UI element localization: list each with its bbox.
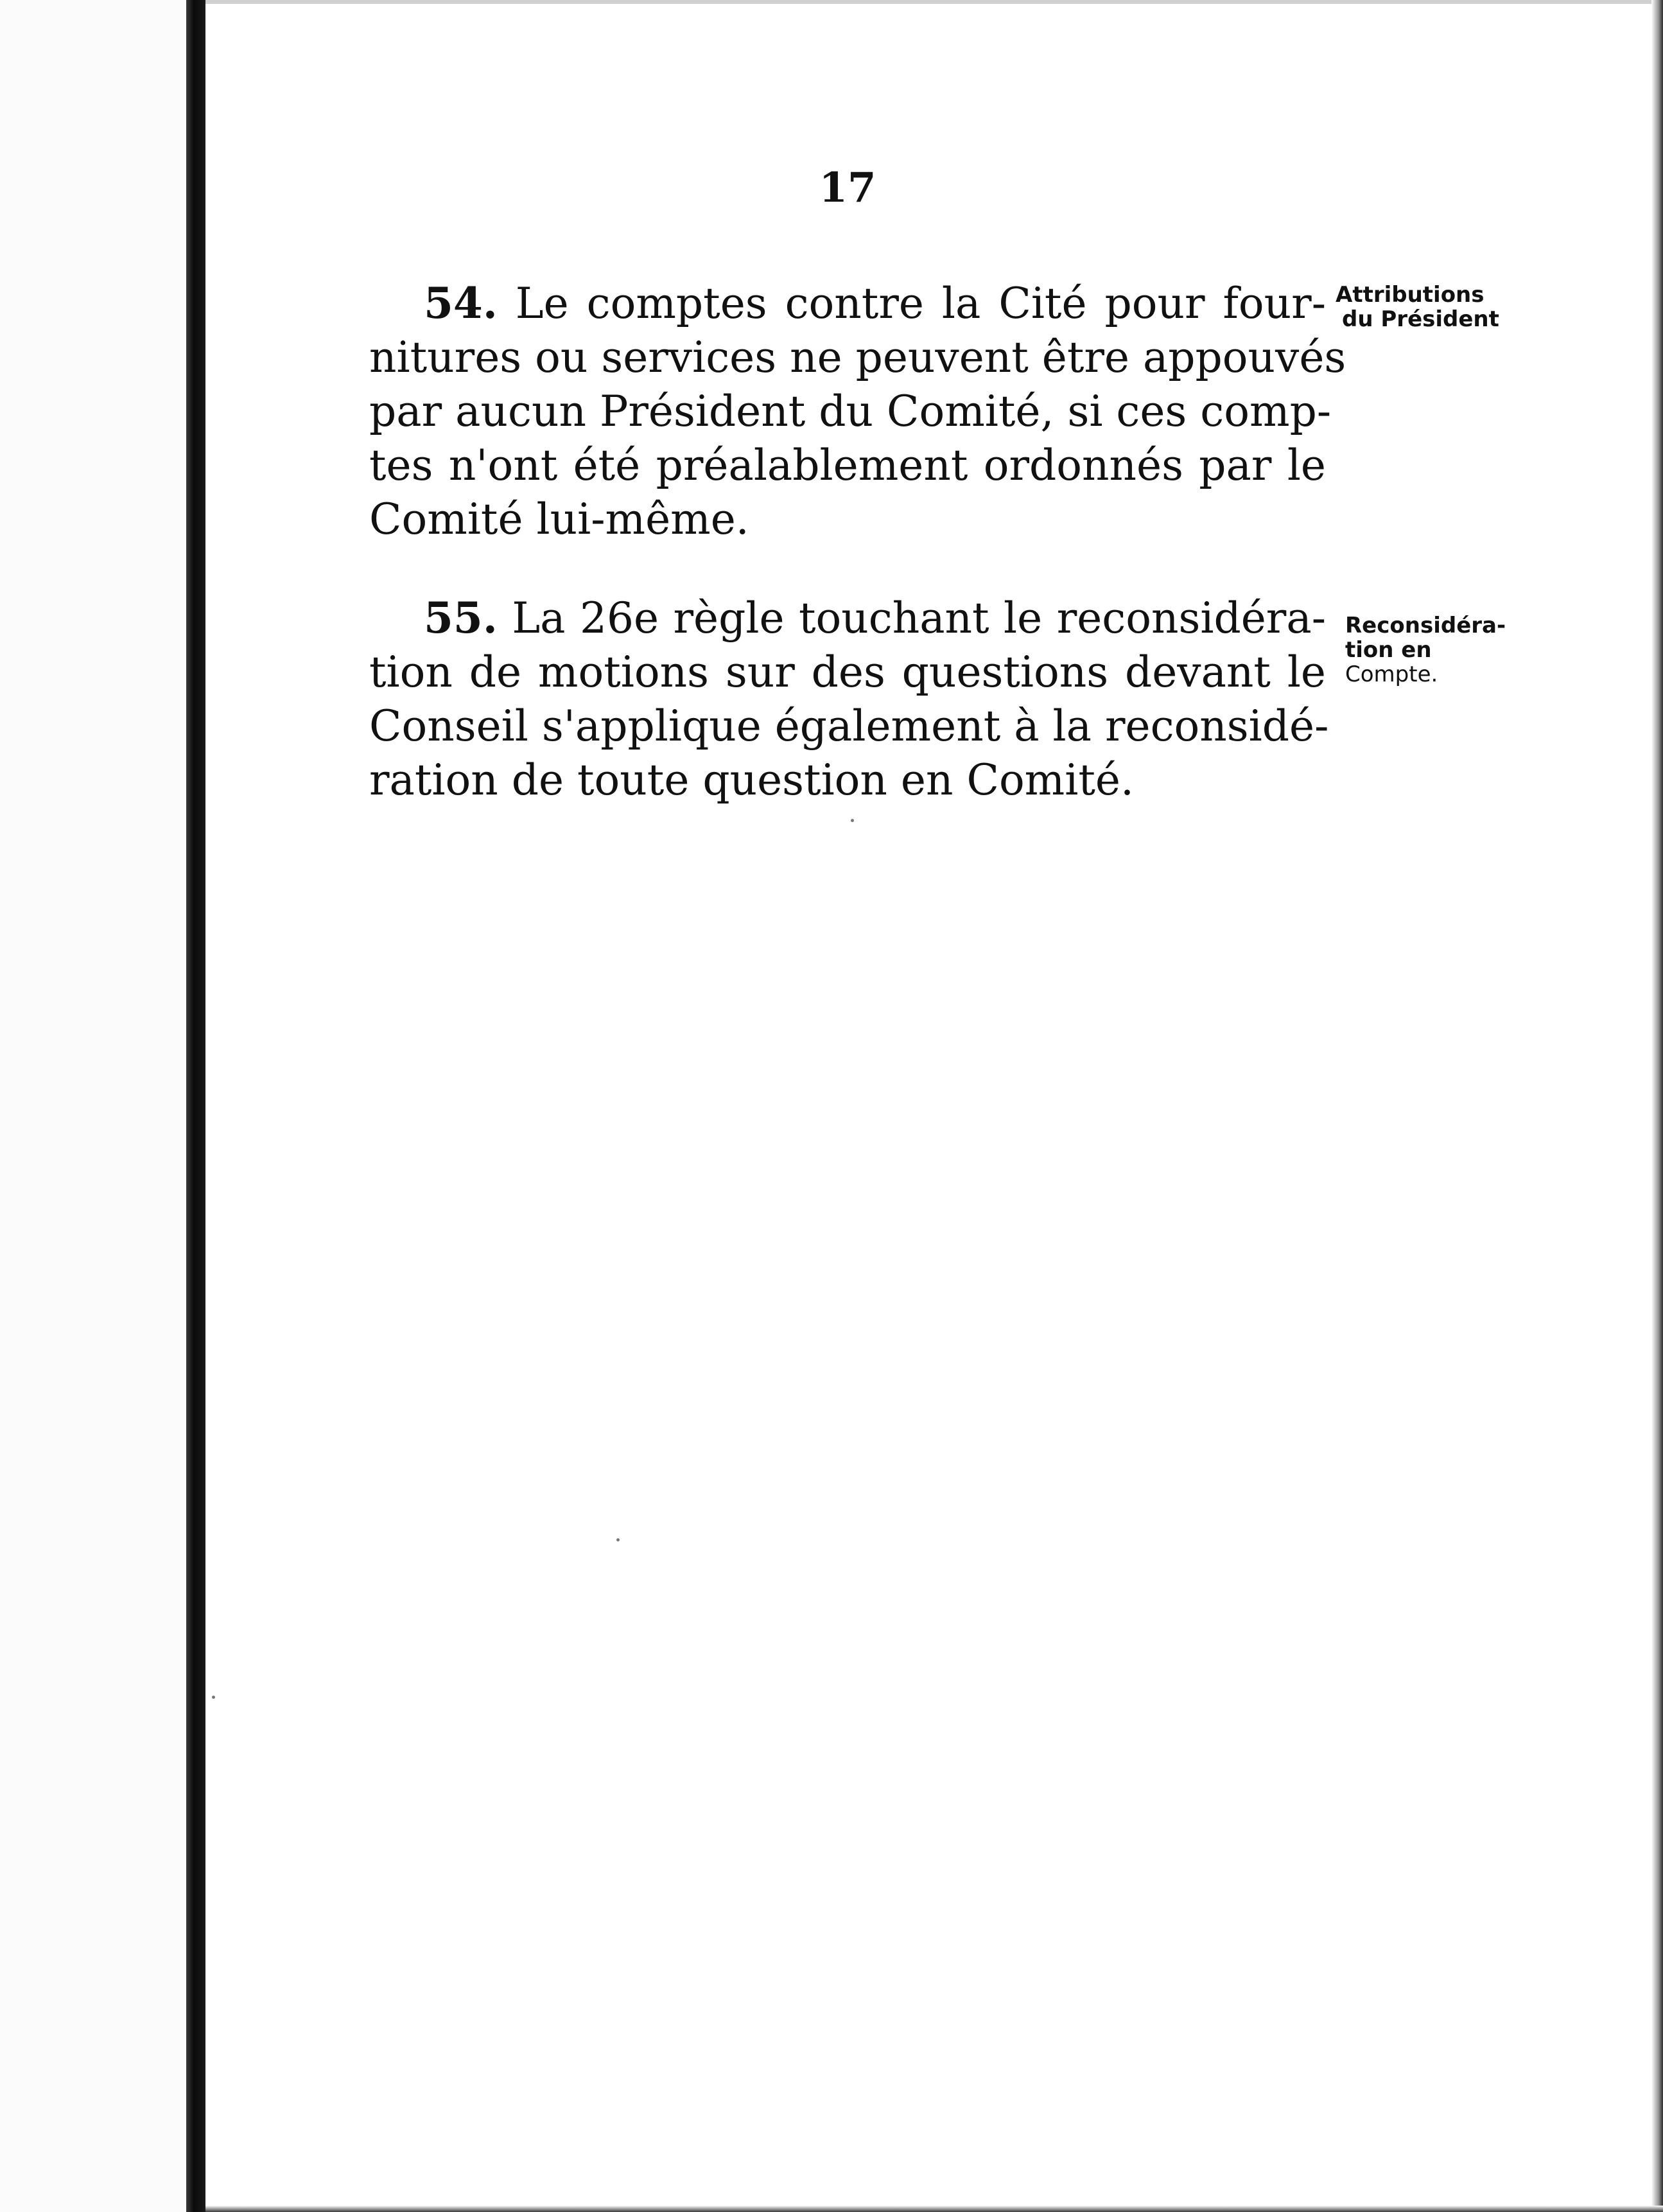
margin-note-reconsideration: [1345, 613, 1557, 687]
margin-note-line: du Président: [1342, 306, 1499, 332]
margin-note-line: Attributions: [1336, 282, 1485, 308]
article-line: par aucun Président du Comité, si ces comp-: [369, 387, 1332, 436]
margin-note-line: tion en: [1345, 637, 1432, 663]
article-line: 55. La 26e règle touchant le reconsidéra-: [424, 593, 1326, 643]
article-55: [369, 591, 1329, 807]
article-line: ration de toute question en Comité.: [369, 755, 1134, 805]
page-top-edge: [205, 0, 1663, 4]
print-speck: [212, 1696, 215, 1699]
print-speck: [851, 819, 854, 822]
page-bottom-edge: [205, 2206, 1663, 2212]
page-right-edge: [1651, 0, 1663, 2212]
article-line: Conseil s'applique également à la reconsidé-: [369, 701, 1329, 751]
print-speck: [616, 1538, 620, 1541]
margin-note-attributions: [1336, 283, 1547, 331]
page-number: 17: [819, 164, 876, 212]
book-gutter: [186, 0, 205, 2212]
article-line: 54. Le comptes contre la Cité pour four-: [424, 278, 1326, 328]
facing-page: [0, 0, 186, 2212]
article-line: Comité lui-même.: [369, 495, 749, 544]
article-line: tion de motions sur des questions devant le: [369, 647, 1326, 697]
margin-note-line: Reconsidéra-: [1345, 613, 1506, 638]
margin-note-line: Compte.: [1345, 662, 1438, 687]
article-line: nitures ou services ne peuvent être appouvés: [369, 333, 1346, 382]
article-54: [369, 276, 1346, 547]
article-line: tes n'ont été préalablement ordonnés par le: [369, 441, 1326, 490]
article-number: 54.: [424, 278, 498, 328]
article-number: 55.: [424, 593, 498, 643]
